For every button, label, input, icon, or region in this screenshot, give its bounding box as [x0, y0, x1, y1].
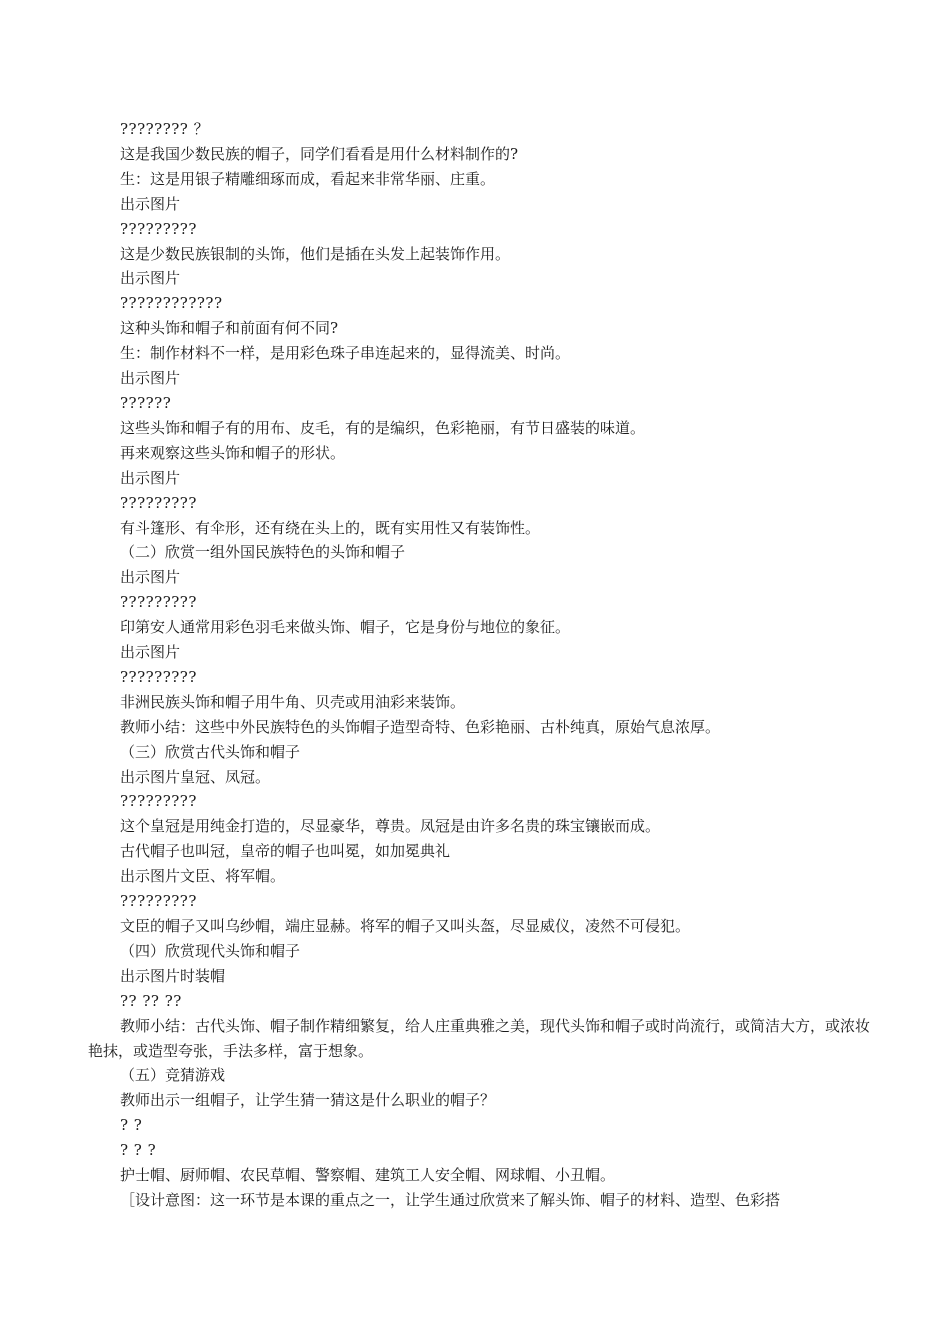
paragraph: ［设计意图：这一环节是本课的重点之一，让学生通过欣赏来了解头饰、帽子的材料、造型、色彩搭 — [120, 1190, 781, 1209]
image-placeholder-text: ????????? — [120, 667, 197, 686]
image-placeholder-text: ? ? — [120, 1116, 143, 1135]
paragraph: 这个皇冠是用纯金打造的，尽显豪华，尊贵。凤冠是由许多名贵的珠宝镶嵌而成。 — [120, 817, 661, 836]
image-placeholder-text: ????????? — [120, 892, 197, 911]
section-heading: （四）欣赏现代头饰和帽子 — [120, 941, 301, 960]
paragraph: 再来观察这些头饰和帽子的形状。 — [120, 443, 346, 462]
paragraph: 古代帽子也叫冠，皇帝的帽子也叫冕，如加冕典礼 — [120, 842, 451, 861]
paragraph: 出示图片 — [120, 643, 181, 662]
paragraph: 印第安人通常用彩色羽毛来做头饰、帽子，它是身份与地位的象征。 — [120, 618, 571, 637]
paragraph: 出示图片 — [120, 194, 181, 213]
image-placeholder-text: ????????? — [120, 219, 197, 238]
image-placeholder-text: ????????? — [120, 792, 197, 811]
paragraph: 教师出示一组帽子，让学生猜一猜这是什么职业的帽子？ — [120, 1091, 496, 1110]
paragraph: 生：这是用银子精雕细琢而成，看起来非常华丽、庄重。 — [120, 169, 496, 188]
paragraph: 出示图片 — [120, 369, 181, 388]
paragraph: 出示图片 — [120, 269, 181, 288]
paragraph: 生：制作材料不一样，是用彩色珠子串连起来的，显得流美、时尚。 — [120, 344, 571, 363]
section-heading: （二）欣赏一组外国民族特色的头饰和帽子 — [120, 543, 406, 562]
paragraph: 教师小结：古代头饰、帽子制作精细繁复，给人庄重典雅之美，现代头饰和帽子或时尚流行，或简洁大方，或浓妆艳抹，或造型夸张，手法多样，富于想象。 — [88, 1016, 871, 1060]
paragraph: 这是我国少数民族的帽子，同学们看看是用什么材料制作的? — [120, 144, 519, 163]
paragraph: 护士帽、厨师帽、农民草帽、警察帽、建筑工人安全帽、网球帽、小丑帽。 — [120, 1166, 616, 1185]
paragraph: 非洲民族头饰和帽子用牛角、贝壳或用油彩来装饰。 — [120, 692, 466, 711]
image-placeholder-text: ?????? — [120, 393, 172, 412]
image-placeholder-text: ????????? — [120, 593, 197, 612]
image-placeholder-text: ????????? — [120, 493, 197, 512]
paragraph: 教师小结：这些中外民族特色的头饰帽子造型奇特、色彩艳丽、古朴纯真，原始气息浓厚。 — [120, 717, 721, 736]
section-heading: （三）欣赏古代头饰和帽子 — [120, 742, 301, 761]
image-placeholder-text: ???????????? — [120, 294, 223, 313]
image-placeholder-text: ? ? ? — [120, 1141, 157, 1160]
paragraph: 出示图片 — [120, 568, 181, 587]
document-body — [88, 117, 874, 1213]
paragraph: 出示图片皇冠、凤冠。 — [120, 767, 271, 786]
paragraph: 出示图片时装帽 — [120, 966, 226, 985]
section-heading: （五）竞猜游戏 — [120, 1066, 226, 1085]
paragraph: 这是少数民族银制的头饰，他们是插在头发上起装饰作用。 — [120, 244, 511, 263]
paragraph: 出示图片 — [120, 468, 181, 487]
paragraph: 有斗篷形、有伞形，还有绕在头上的，既有实用性又有装饰性。 — [120, 518, 541, 537]
paragraph: 文臣的帽子又叫乌纱帽，端庄显赫。将军的帽子又叫头盔，尽显威仪，凌然不可侵犯。 — [120, 917, 691, 935]
paragraph: 这些头饰和帽子有的用布、皮毛，有的是编织，色彩艳丽，有节日盛装的味道。 — [120, 418, 646, 437]
image-placeholder-text: ???????? ？ — [120, 120, 210, 138]
image-placeholder-text: ?? ?? ?? — [120, 991, 182, 1010]
paragraph: 出示图片文臣、将军帽。 — [120, 867, 286, 886]
paragraph: 这种头饰和帽子和前面有何不同? — [120, 319, 339, 338]
